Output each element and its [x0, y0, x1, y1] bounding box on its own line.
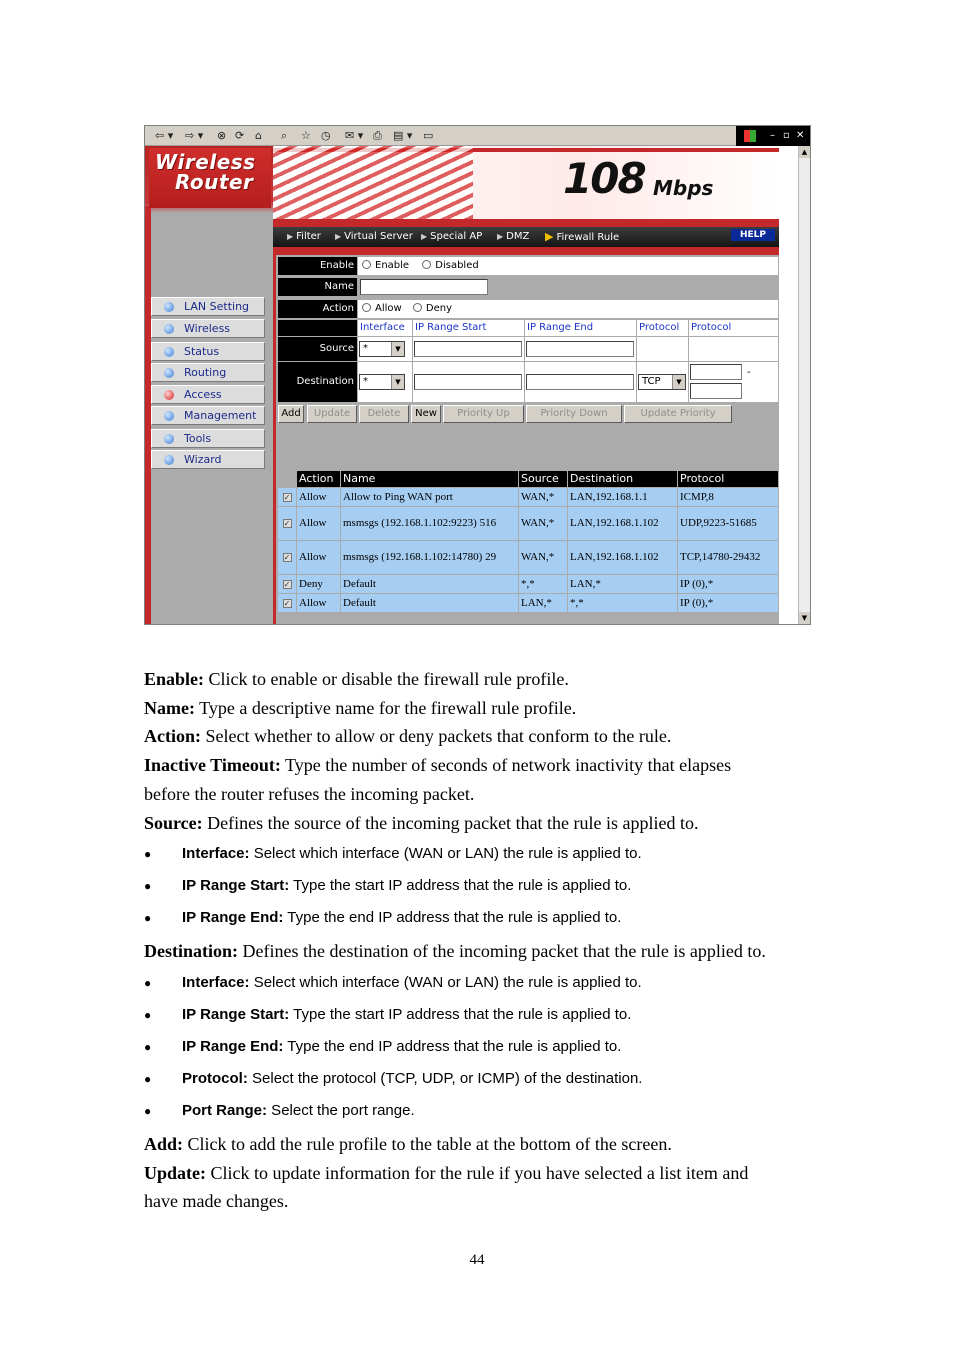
banner: [273, 146, 779, 219]
table-cell-protocol: UDP,9223-51685: [678, 507, 778, 540]
menu-item-filter[interactable]: ▶ Filter: [287, 231, 321, 242]
table-header-name: Name: [341, 471, 518, 487]
bullet-icon: ●: [144, 879, 152, 893]
table-row-checkbox[interactable]: [278, 575, 296, 593]
table-cell-destination: LAN,192.168.1.1: [568, 488, 677, 506]
enable-label: Enable: [278, 257, 357, 275]
col-interface: Interface: [358, 320, 412, 336]
destination-ip-start-input[interactable]: [414, 374, 522, 390]
name-description: Name: Type a descriptive name for the firewall rule profile.: [144, 698, 577, 718]
bullet-icon: [164, 324, 174, 334]
source-interface-select[interactable]: * ▼: [359, 341, 405, 357]
name-label: Name: [278, 278, 357, 296]
table-cell-protocol: IP (0),*: [678, 594, 778, 612]
table-cell-action: Allow: [297, 594, 340, 612]
update-description: Update: Click to update information for the rule if you have selected a list item and: [144, 1163, 749, 1183]
update-description-cont: have made changes.: [144, 1191, 289, 1211]
home-icon[interactable]: ⌂: [255, 129, 262, 142]
chevron-down-icon: ▼: [672, 375, 685, 389]
brand-line1: Wireless: [155, 150, 256, 174]
page-number: 44: [469, 1252, 485, 1268]
firewall-form: [273, 255, 779, 624]
col-ip-range-start: IP Range Start: [413, 320, 524, 336]
source-ip-end-input[interactable]: [526, 341, 634, 357]
priority-up-button[interactable]: Priority Up: [443, 405, 524, 423]
source-description: Source: Defines the source of the incoming packet that the rule is applied to.: [144, 813, 699, 833]
edit-icon[interactable]: ▤ ▾: [393, 129, 413, 142]
print-icon[interactable]: ⎙: [373, 129, 382, 142]
name-input[interactable]: [360, 279, 488, 295]
table-cell-source: WAN,*: [519, 507, 567, 540]
table-cell-source: LAN,*: [519, 594, 567, 612]
favorites-icon[interactable]: ☆: [301, 129, 311, 142]
table-cell-protocol: ICMP,8: [678, 488, 778, 506]
menu-item-firewall-rule[interactable]: ▶ Firewall Rule: [545, 230, 620, 243]
close-icon[interactable]: ✕: [796, 130, 805, 141]
inactive-timeout-description-cont: before the router refuses the incoming packet.: [144, 784, 475, 804]
table-cell-destination: LAN,*: [568, 575, 677, 593]
table-cell-source: WAN,*: [519, 488, 567, 506]
update-priority-button[interactable]: Update Priority: [624, 405, 732, 423]
source-ip-start-input[interactable]: [414, 341, 522, 357]
chevron-down-icon: ▼: [391, 342, 404, 356]
table-cell-destination: *,*: [568, 594, 677, 612]
allow-radio[interactable]: [362, 303, 371, 312]
arrow-icon: ▶: [287, 232, 294, 241]
windows-logo-icon: [744, 130, 756, 142]
active-bullet-icon: [164, 390, 174, 400]
chevron-down-icon: ▼: [391, 375, 404, 389]
destination-protocol-select[interactable]: TCP ▼: [638, 374, 686, 390]
sidebar-item-access[interactable]: Access: [151, 385, 265, 404]
table-cell-destination: LAN,192.168.1.102: [568, 541, 677, 574]
source-label: Source: [278, 337, 357, 361]
table-cell-source: WAN,*: [519, 541, 567, 574]
search-icon[interactable]: ⌕: [281, 129, 288, 142]
table-cell-name: msmsgs (192.168.1.102:14780) 29: [341, 541, 518, 574]
action-description: Action: Select whether to allow or deny packets that conform to the rule.: [144, 726, 672, 746]
vertical-scrollbar[interactable]: [798, 146, 810, 624]
bullet-icon: [164, 347, 174, 357]
table-row-checkbox[interactable]: [278, 488, 296, 506]
brand-logo: [149, 148, 271, 208]
disable-radio[interactable]: [422, 260, 431, 269]
table-cell-action: Deny: [297, 575, 340, 593]
forward-icon[interactable]: ⇨ ▾: [185, 129, 204, 142]
mail-icon[interactable]: ✉ ▾: [345, 129, 364, 142]
port-range-start-input[interactable]: [690, 364, 742, 380]
bullet-icon: ●: [144, 1072, 152, 1086]
arrow-icon: ▶: [497, 232, 504, 241]
table-cell-destination: LAN,192.168.1.102: [568, 507, 677, 540]
bullet-icon: ●: [144, 911, 152, 925]
banner-speed: 108: [563, 154, 645, 203]
menu-item-special-ap[interactable]: ▶ Special AP: [421, 231, 483, 242]
checkbox-icon: ✓: [283, 598, 291, 608]
destination-description: Destination: Defines the destination of the incoming packet that the rule is applied to.: [144, 941, 766, 961]
table-cell-action: Allow: [297, 507, 340, 540]
table-header-protocol: Protocol: [678, 471, 778, 487]
update-button[interactable]: Update: [307, 405, 357, 423]
destination-ip-end-input[interactable]: [526, 374, 634, 390]
bullet-icon: [164, 368, 174, 378]
action-radio-group: Allow Deny: [358, 300, 778, 318]
restore-icon[interactable]: ▫: [783, 130, 790, 141]
discuss-icon[interactable]: ▭: [423, 129, 434, 142]
bullet-icon: ●: [144, 847, 152, 861]
bullet-icon: [164, 434, 174, 444]
stop-icon[interactable]: ⊗: [217, 129, 227, 142]
sidebar: [145, 146, 273, 624]
col-ip-range-end: IP Range End: [525, 320, 636, 336]
banner-unit: Mbps: [653, 176, 714, 200]
table-cell-protocol: TCP,14780-29432: [678, 541, 778, 574]
table-cell-name: Allow to Ping WAN port: [341, 488, 518, 506]
checkbox-icon: ✓: [283, 579, 291, 589]
sidebar-item-status[interactable]: Status: [151, 342, 265, 361]
destination-interface-select[interactable]: * ▼: [359, 374, 405, 390]
scroll-up-icon[interactable]: ▲: [799, 146, 810, 158]
priority-down-button[interactable]: Priority Down: [526, 405, 622, 423]
table-header-source: Source: [519, 471, 567, 487]
new-button[interactable]: New: [411, 405, 441, 423]
add-description: Add: Click to add the rule profile to the table at the bottom of the screen.: [144, 1134, 672, 1154]
bullet-icon: [164, 411, 174, 421]
minimize-icon[interactable]: –: [770, 130, 775, 141]
sidebar-item-management[interactable]: Management: [151, 406, 265, 425]
router-screenshot: [144, 125, 811, 625]
table-cell-action: Allow: [297, 488, 340, 506]
bullet-icon: ●: [144, 1008, 152, 1022]
table-row-checkbox[interactable]: [278, 507, 296, 540]
refresh-icon[interactable]: ⟳: [235, 129, 245, 142]
sidebar-item-lan-setting[interactable]: LAN Setting: [151, 297, 265, 316]
table-cell-name: msmsgs (192.168.1.102:9223) 516: [341, 507, 518, 540]
sidebar-item-wireless[interactable]: Wireless: [151, 319, 265, 338]
top-menu: [273, 219, 779, 255]
bullet-icon: [164, 302, 174, 312]
bullet-icon: ●: [144, 1104, 152, 1118]
sidebar-item-tools[interactable]: Tools: [151, 429, 265, 448]
brand-line2: Router: [175, 170, 254, 194]
col-protocol-2: Protocol: [689, 320, 778, 336]
enable-radio-group: Enable Disabled: [358, 257, 778, 275]
table-row-checkbox[interactable]: [278, 594, 296, 612]
delete-button[interactable]: Delete: [359, 405, 409, 423]
checkbox-icon: ✓: [283, 519, 291, 528]
table-header-action: Action: [297, 471, 340, 487]
table-cell-name: Default: [341, 575, 518, 593]
enable-description: Enable: Click to enable or disable the firewall rule profile.: [144, 669, 569, 689]
back-icon[interactable]: ⇦ ▾: [155, 129, 174, 142]
table-cell-protocol: IP (0),*: [678, 575, 778, 593]
port-range-dash: -: [747, 367, 751, 378]
table-row-checkbox[interactable]: [278, 541, 296, 574]
arrow-icon: ▶: [421, 232, 428, 241]
menu-item-virtual-server[interactable]: ▶ Virtual Server: [335, 231, 413, 242]
bullet-icon: ●: [144, 976, 152, 990]
add-button[interactable]: Add: [278, 405, 304, 423]
bullet-icon: [164, 455, 174, 465]
table-cell-action: Allow: [297, 541, 340, 574]
table-cell-source: *,*: [519, 575, 567, 593]
bullet-icon: ●: [144, 1040, 152, 1054]
inactive-timeout-description: Inactive Timeout: Type the number of seconds of network inactivity that elapses: [144, 755, 732, 775]
table-header-destination: Destination: [568, 471, 677, 487]
table-cell-name: Default: [341, 594, 518, 612]
help-button[interactable]: HELP: [731, 229, 775, 241]
col-protocol: Protocol: [637, 320, 688, 336]
sidebar-item-routing[interactable]: Routing: [151, 363, 265, 382]
checkbox-icon: ✓: [283, 553, 291, 562]
arrow-icon: ▶: [335, 232, 342, 241]
browser-toolbar: [145, 126, 810, 146]
sidebar-item-wizard[interactable]: Wizard: [151, 450, 265, 469]
arrow-icon: ▶: [545, 230, 554, 243]
action-label: Action: [278, 300, 357, 318]
destination-label: Destination: [278, 362, 357, 402]
window-controls: [736, 126, 810, 146]
scroll-down-icon[interactable]: ▼: [799, 612, 810, 624]
checkbox-icon: ✓: [283, 492, 291, 502]
deny-radio[interactable]: [413, 303, 422, 312]
history-icon[interactable]: ◷: [321, 129, 331, 142]
menu-item-dmz[interactable]: ▶ DMZ: [497, 231, 530, 242]
port-range-end-input[interactable]: [690, 383, 742, 399]
enable-radio[interactable]: [362, 260, 371, 269]
